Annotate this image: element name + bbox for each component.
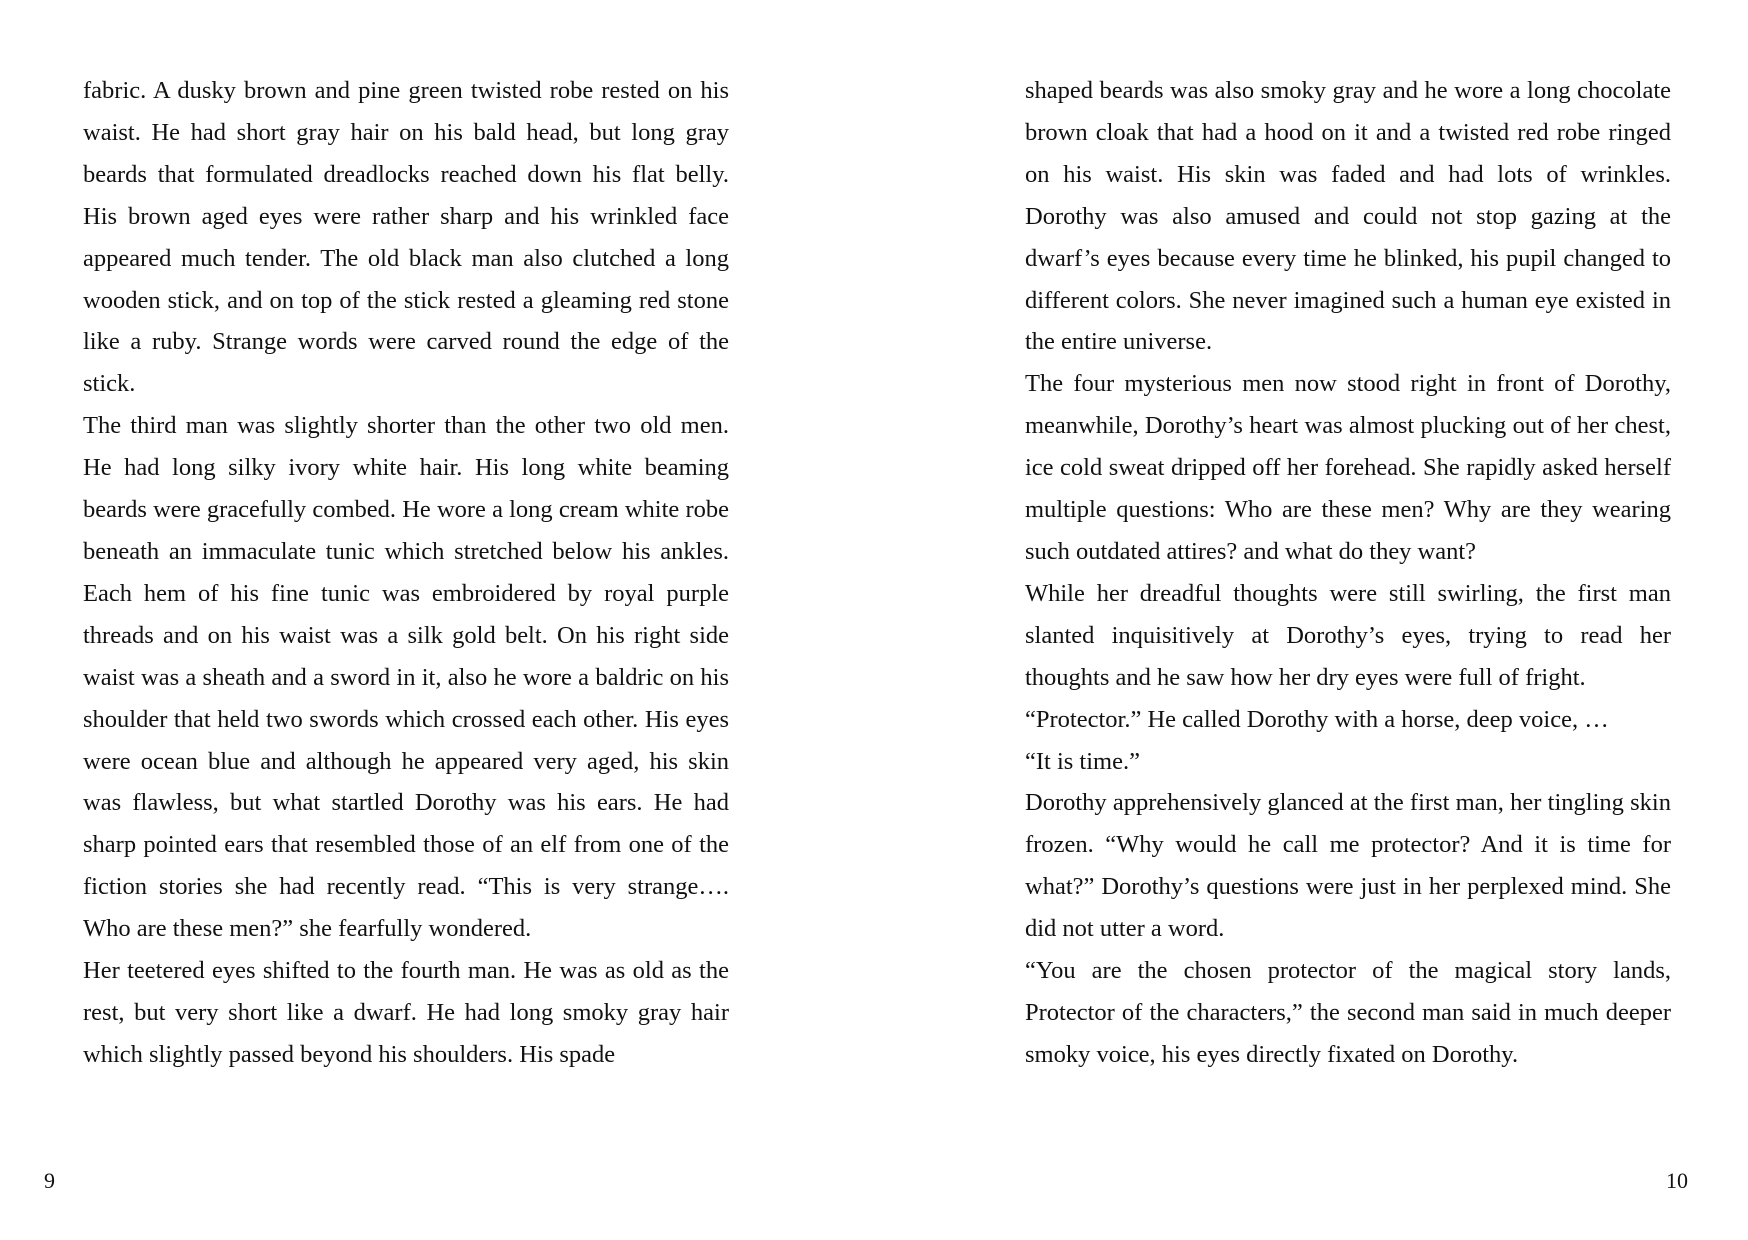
left-page-text bbox=[83, 70, 729, 1076]
paragraph: While her dreadful thoughts were still swirling, the first man slanted inquisitively at Dorothy’s eyes, trying to read her thoughts and he saw how her dry eyes were full of fright. bbox=[1025, 579, 1671, 691]
paragraph: fabric. A dusky brown and pine green twisted robe rested on his waist. He had short gray hair on his bald head, but long gray beards that formulated dreadlocks reached down his flat belly. His brown aged eyes were rather sharp and his wrinkled face appeared much tender. The old black man also clutched a long wooden stick, and on top of the stick rested a gleaming red stone like a ruby. Strange words were carved round the edge of the stick. bbox=[83, 77, 729, 398]
page-number-right: 10 bbox=[1666, 1168, 1688, 1193]
paragraph: “Protector.” He called Dorothy with a horse, deep voice, … bbox=[1025, 705, 1609, 733]
paragraph: “It is time.” bbox=[1025, 747, 1140, 775]
paragraph: The four mysterious men now stood right in front of Dorothy, meanwhile, Dorothy’s heart was almost plucking out of her chest, ice cold sweat dripped off her forehead. She rapidly asked herself multiple questions: Who are these men? Why are they wearing such outdated attires? and what do they want? bbox=[1025, 370, 1671, 565]
right-page-text bbox=[1025, 70, 1671, 1076]
page-number-left: 9 bbox=[44, 1168, 55, 1193]
paragraph: Dorothy apprehensively glanced at the first man, her tingling skin frozen. “Why would he call me protector? And it is time for what?” Dorothy’s questions were just in her perplexed mind. She did not utter a word. bbox=[1025, 789, 1671, 943]
paragraph: “You are the chosen protector of the magical story lands, Protector of the characters,” the second man said in much deeper smoky voice, his eyes directly fixated on Dorothy. bbox=[1025, 957, 1671, 1068]
paragraph: shaped beards was also smoky gray and he wore a long chocolate brown cloak that had a hood on it and a twisted red robe ringed on his waist. His skin was faded and had lots of wrinkles. Dorothy was also amused and could not stop gazing at the dwarf’s eyes because every time he blinked, his pupil changed to different colors. She never imagined such a human eye existed in the entire universe. bbox=[1025, 77, 1671, 356]
right-page bbox=[874, 0, 1748, 1240]
paragraph: Her teetered eyes shifted to the fourth man. He was as old as the rest, but very short like a dwarf. He had long smoky gray hair which slightly passed beyond his shoulders. His spade bbox=[83, 957, 729, 1068]
paragraph: The third man was slightly shorter than the other two old men. He had long silky ivory white hair. His long white beaming beards were gracefully combed. He wore a long cream white robe beneath an immaculate tunic which stretched below his ankles. Each hem of his fine tunic was embroidered by royal purple threads and on his waist was a silk gold belt. On his right side waist was a sheath and a sword in it, also he wore a baldric on his shoulder that held two swords which crossed each other. His eyes were ocean blue and although he appeared very aged, his skin was flawless, but what startled Dorothy was his ears. He had sharp pointed ears that resembled those of an elf from one of the fiction stories she had recently read. “This is very strange…. Who are these men?” she fearfully wondered. bbox=[83, 412, 729, 943]
